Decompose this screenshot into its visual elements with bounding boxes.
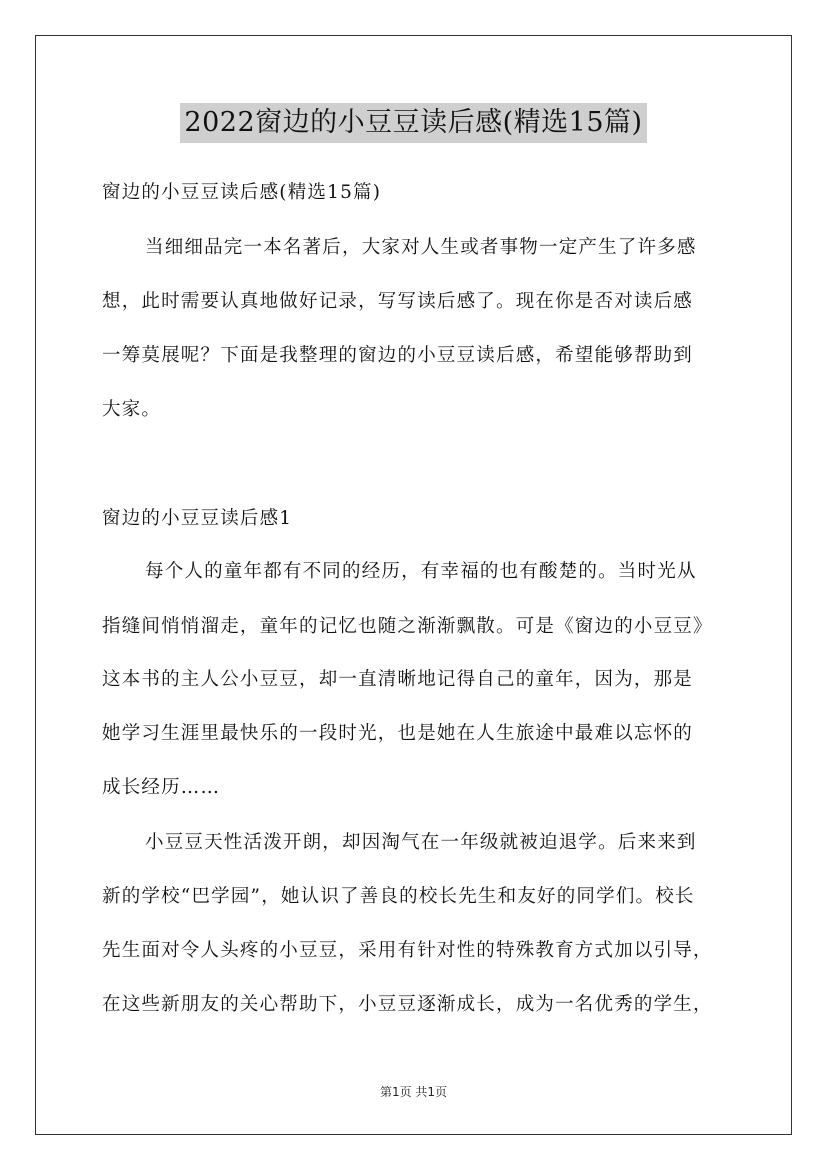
paragraph-line: 成长经历…… <box>102 777 221 798</box>
intro-line: 当细细品完一本名著后，大家对人生或者事物一定产生了许多感 <box>145 237 697 258</box>
paragraph-line: 这本书的主人公小豆豆，却一直清晰地记得自己的童年，因为，那是 <box>102 669 694 690</box>
paragraph-line: 新的学校“巴学园”，她认识了善良的校长先生和友好的同学们。校长 <box>102 886 695 907</box>
paragraph-line: 她学习生涯里最快乐的一段时光，也是她在人生旅途中最难以忘怀的 <box>102 723 694 744</box>
paragraph-line: 在这些新朋友的关心帮助下，小豆豆逐渐成长，成为一名优秀的学生， <box>102 994 713 1015</box>
page-number-footer: 第1页 共1页 <box>379 1085 448 1099</box>
document-subtitle: 窗边的小豆豆读后感(精选15篇) <box>102 182 382 203</box>
intro-line: 一筹莫展呢？下面是我整理的窗边的小豆豆读后感，希望能够帮助到 <box>102 345 694 366</box>
section-heading: 窗边的小豆豆读后感1 <box>102 508 293 529</box>
paragraph-line: 先生面对令人头疼的小豆豆，采用有针对性的特殊教育方式加以引导， <box>102 940 713 961</box>
paragraph-line: 小豆豆天性活泼开朗，却因淘气在一年级就被迫退学。后来来到 <box>145 832 697 853</box>
paragraph-line: 每个人的童年都有不同的经历，有幸福的也有酸楚的。当时光从 <box>145 561 697 582</box>
document-title-container <box>0 103 827 143</box>
document-title: 2022窗边的小豆豆读后感(精选15篇) <box>180 103 646 143</box>
paragraph-line: 指缝间悄悄溜走，童年的记忆也随之渐渐飘散。可是《窗边的小豆豆》 <box>102 616 713 637</box>
intro-line: 想，此时需要认真地做好记录，写写读后感了。现在你是否对读后感 <box>102 291 694 312</box>
intro-line: 大家。 <box>102 399 162 420</box>
